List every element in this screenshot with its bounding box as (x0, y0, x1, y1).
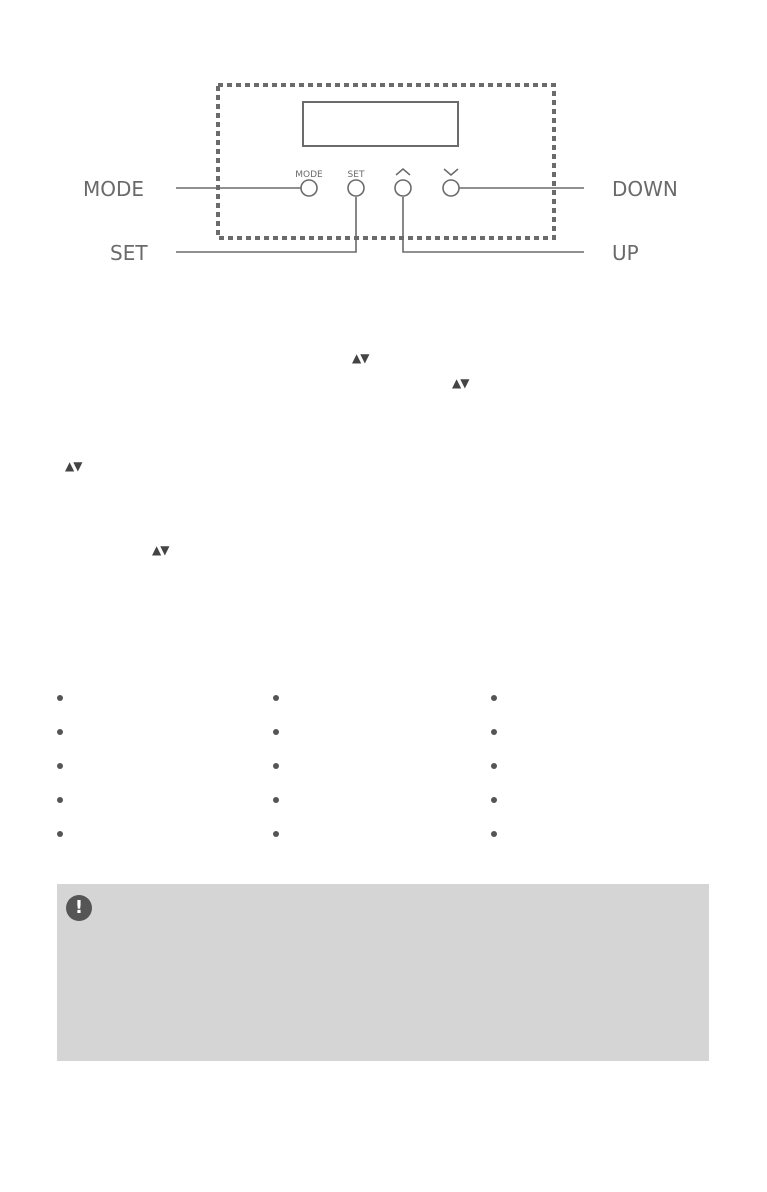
bullet-icon (273, 797, 279, 803)
up-chevron-icon (396, 169, 410, 175)
mode-callout: MODE (83, 177, 145, 201)
bullet-icon (273, 729, 279, 735)
display-window (303, 102, 458, 146)
up-down-arrows-icon: ▲▼ (65, 459, 82, 473)
control-panel-diagram (0, 0, 767, 300)
bullet-icon (57, 695, 63, 701)
up-leader-line (403, 197, 584, 252)
bullet-icon (57, 797, 63, 803)
up-down-arrows-icon: ▲▼ (152, 543, 169, 557)
bullet-icon (491, 831, 497, 837)
bullet-icon (491, 797, 497, 803)
bullet-icon (491, 763, 497, 769)
bullet-icon (57, 763, 63, 769)
bullet-icon (57, 831, 63, 837)
note-box (57, 884, 709, 1061)
up-down-arrows-icon: ▲▼ (452, 376, 469, 390)
bullet-icon (491, 695, 497, 701)
up-button[interactable] (395, 180, 411, 196)
bullet-icon (273, 695, 279, 701)
bullet-icon (273, 763, 279, 769)
up-down-arrows-icon: ▲▼ (352, 351, 369, 365)
mode-button-label: MODE (295, 170, 323, 180)
set-leader-line (176, 197, 356, 252)
exclamation-icon: ! (66, 895, 92, 921)
bullet-icon (491, 729, 497, 735)
bullet-icon (57, 729, 63, 735)
down-button[interactable] (443, 180, 459, 196)
bullet-icon (273, 831, 279, 837)
down-chevron-icon (444, 169, 458, 175)
down-callout: DOWN (612, 177, 678, 201)
set-callout: SET (110, 241, 148, 265)
mode-button[interactable] (301, 180, 317, 196)
up-callout: UP (612, 241, 639, 265)
set-button[interactable] (348, 180, 364, 196)
panel-dashed-border (218, 85, 554, 238)
set-button-label: SET (347, 170, 365, 180)
